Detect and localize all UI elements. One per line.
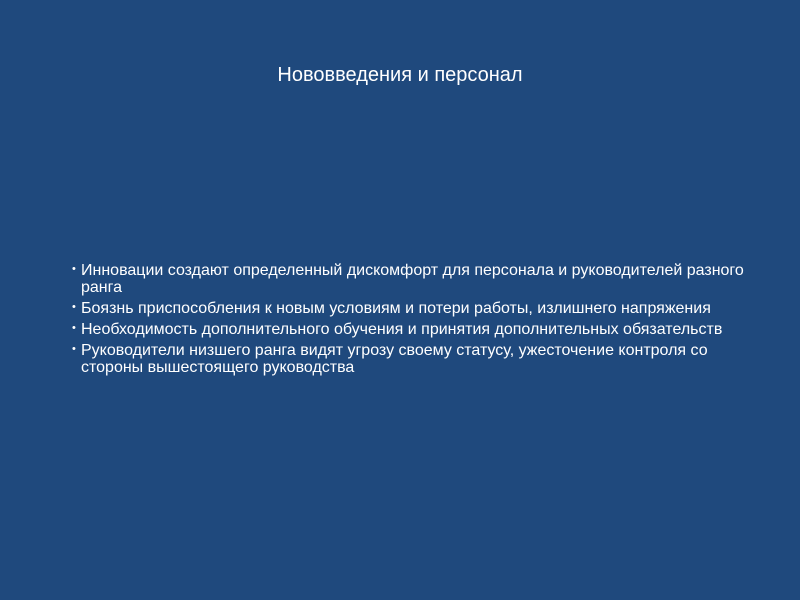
slide-title: Нововведения и персонал (277, 64, 523, 86)
bullet-list (72, 262, 762, 380)
bullet-icon: • (72, 322, 76, 334)
bullet-text: Необходимость дополнительного обучения и принятия дополнительных обязательств (81, 321, 723, 338)
bullet-item (72, 262, 762, 296)
bullet-text: Боязнь приспособления к новым условиям и потери работы, излишнего напряжения (81, 300, 711, 317)
bullet-item (72, 342, 762, 376)
bullet-icon: • (72, 343, 76, 355)
bullet-icon: • (72, 301, 76, 313)
bullet-text: Руководители низшего ранга видят угрозу своему статусу, ужесточение контроля со стороны вышестоящего руководства (81, 342, 708, 376)
bullet-text: Инновации создают определенный дискомфорт для персонала и руководителей разного ранга (81, 262, 744, 296)
bullet-icon: • (72, 263, 76, 275)
bullet-item (72, 321, 762, 338)
bullet-item (72, 300, 762, 317)
